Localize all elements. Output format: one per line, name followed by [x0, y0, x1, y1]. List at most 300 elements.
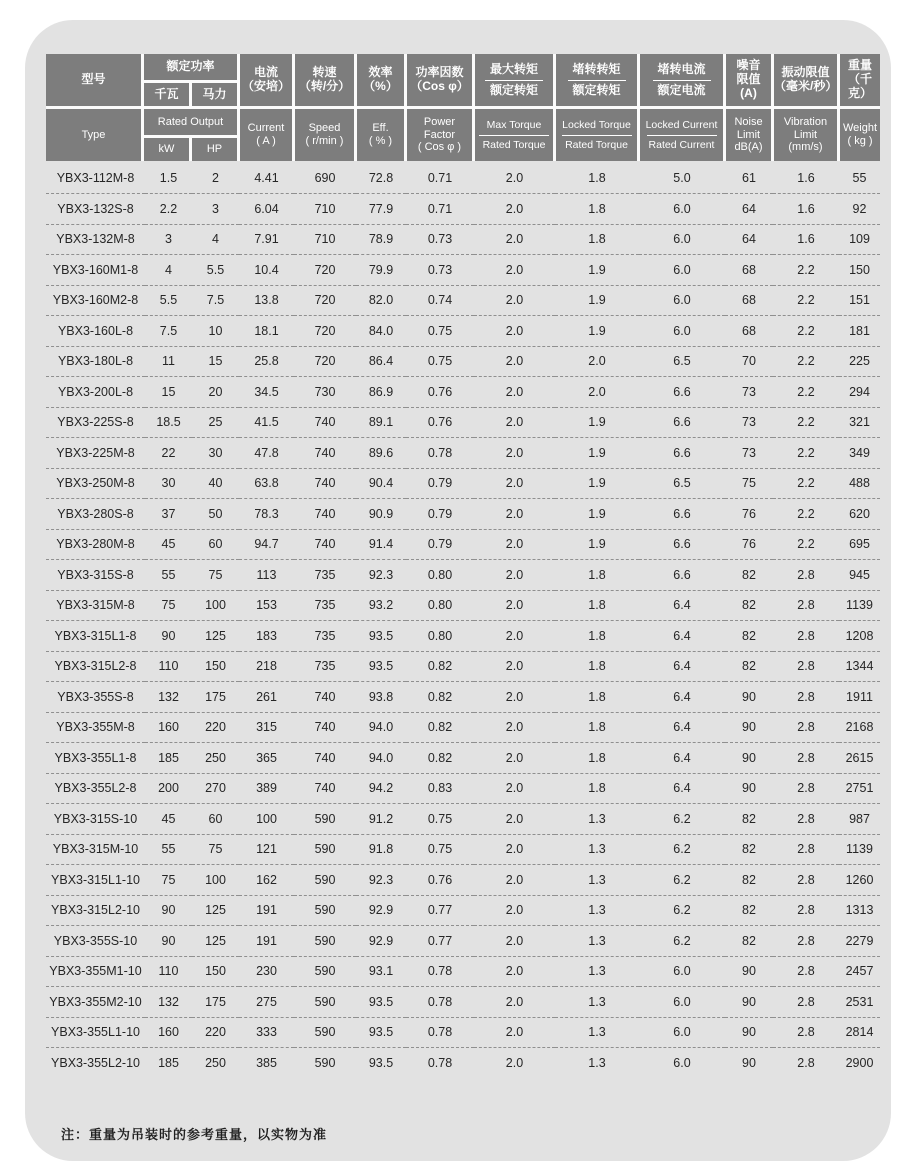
cell-model: YBX3-225S-8 — [46, 407, 145, 438]
cell-kw: 18.5 — [145, 407, 192, 438]
cell-locked_current_ratio: 6.6 — [639, 560, 725, 591]
cell-locked_torque_ratio: 1.8 — [555, 224, 639, 255]
cell-speed: 740 — [294, 773, 356, 804]
table-row — [46, 438, 880, 469]
cell-eff: 90.9 — [356, 499, 406, 530]
col-header-locked-torque-cn: 堵转转矩 额定转矩 — [556, 54, 637, 106]
cell-weight: 987 — [839, 804, 880, 835]
table-row — [46, 499, 880, 530]
cell-speed: 590 — [294, 834, 356, 865]
col-header-locked-torque-en: Locked Torque Rated Torque — [556, 109, 637, 161]
cell-weight: 2168 — [839, 712, 880, 743]
cell-hp: 175 — [192, 987, 239, 1018]
cell-hp: 125 — [192, 926, 239, 957]
cell-model: YBX3-132M-8 — [46, 224, 145, 255]
cell-hp: 10 — [192, 316, 239, 347]
cell-vibration_limit: 2.2 — [773, 377, 839, 408]
cell-max_torque_ratio: 2.0 — [474, 712, 555, 743]
table-row — [46, 956, 880, 987]
cell-eff: 72.8 — [356, 163, 406, 194]
cell-model: YBX3-280S-8 — [46, 499, 145, 530]
cell-eff: 93.1 — [356, 956, 406, 987]
cell-power_factor: 0.79 — [406, 499, 474, 530]
cell-vibration_limit: 2.2 — [773, 316, 839, 347]
table-row — [46, 1017, 880, 1048]
cell-speed: 740 — [294, 499, 356, 530]
cell-weight: 151 — [839, 285, 880, 316]
cell-hp: 250 — [192, 743, 239, 774]
cell-speed: 740 — [294, 407, 356, 438]
cell-speed: 710 — [294, 194, 356, 225]
cell-model: YBX3-355M2-10 — [46, 987, 145, 1018]
cell-weight: 2531 — [839, 987, 880, 1018]
cell-locked_torque_ratio: 1.3 — [555, 956, 639, 987]
cell-locked_current_ratio: 6.2 — [639, 865, 725, 896]
cell-kw: 55 — [145, 834, 192, 865]
cell-eff: 92.3 — [356, 560, 406, 591]
cell-current: 121 — [239, 834, 294, 865]
cell-speed: 740 — [294, 743, 356, 774]
cell-kw: 5.5 — [145, 285, 192, 316]
cell-locked_torque_ratio: 1.9 — [555, 255, 639, 286]
cell-vibration_limit: 1.6 — [773, 163, 839, 194]
cell-hp: 150 — [192, 651, 239, 682]
col-header-vibration-en: Vibration Limit (mm/s) — [774, 109, 837, 161]
cell-speed: 590 — [314, 1056, 336, 1070]
cell-power_factor: 0.75 — [406, 346, 474, 377]
cell-max_torque_ratio: 2.0 — [474, 682, 555, 713]
table-row — [46, 255, 880, 286]
cell-model: YBX3-315S-8 — [46, 560, 145, 591]
col-header-type-en: Type — [46, 109, 141, 161]
cell-weight: 1344 — [839, 651, 880, 682]
fraction-bar — [647, 135, 717, 136]
cell-model: YBX3-160L-8 — [46, 316, 145, 347]
cell-max_torque_ratio: 2.0 — [474, 499, 555, 530]
table-row — [46, 468, 880, 499]
cell-weight: 1911 — [839, 682, 880, 713]
table-row — [46, 560, 880, 591]
cell-speed: 740 — [294, 682, 356, 713]
col-header-locked-current-en: Locked Current Rated Current — [640, 109, 723, 161]
col-header-power-factor-cn: 功率因数 （Cos φ） — [407, 54, 472, 106]
cell-kw: 90 — [145, 926, 192, 957]
cell-noise_limit: 64 — [725, 194, 773, 225]
cell-model: YBX3-132S-8 — [46, 194, 145, 225]
table-row — [46, 987, 880, 1018]
table-row — [46, 804, 880, 835]
cell-model: YBX3-355M-8 — [46, 712, 145, 743]
cell-locked_torque_ratio: 1.8 — [555, 163, 639, 194]
cell-power_factor: 0.73 — [406, 224, 474, 255]
cell-current: 162 — [239, 865, 294, 896]
cell-noise_limit: 90 — [725, 956, 773, 987]
cell-noise_limit: 82 — [725, 804, 773, 835]
cell-locked_torque_ratio: 1.3 — [555, 987, 639, 1018]
table-row — [46, 712, 880, 743]
cell-weight: 225 — [839, 346, 880, 377]
cell-locked_torque_ratio: 1.8 — [555, 773, 639, 804]
cell-kw: 132 — [145, 682, 192, 713]
cell-max_torque_ratio: 2.0 — [474, 865, 555, 896]
cell-weight: 321 — [839, 407, 880, 438]
table-row — [46, 682, 880, 713]
footnote: 注：重量为吊装时的参考重量，以实物为准 — [61, 1127, 328, 1142]
cell-vibration_limit: 1.6 — [773, 224, 839, 255]
cell-locked_torque_ratio: 1.3 — [555, 804, 639, 835]
cell-hp: 270 — [192, 773, 239, 804]
cell-max_torque_ratio: 2.0 — [474, 743, 555, 774]
cell-vibration_limit: 2.2 — [773, 499, 839, 530]
cell-hp: 15 — [192, 346, 239, 377]
table-header — [46, 54, 880, 161]
cell-noise_limit: 73 — [725, 438, 773, 469]
cell-weight: 2900 — [845, 1056, 874, 1070]
cell-max_torque_ratio: 2.0 — [505, 1056, 524, 1070]
cell-locked_current_ratio: 6.0 — [639, 316, 725, 347]
cell-speed: 740 — [294, 468, 356, 499]
cell-vibration_limit: 2.2 — [773, 468, 839, 499]
col-header-max-torque-cn: 最大转矩 额定转矩 — [475, 54, 553, 106]
cell-speed: 590 — [294, 1017, 356, 1048]
cell-kw: 45 — [145, 804, 192, 835]
cell-weight: 2457 — [839, 956, 880, 987]
cell-weight: 695 — [839, 529, 880, 560]
cell-max_torque_ratio: 2.0 — [474, 834, 555, 865]
cell-hp: 125 — [192, 895, 239, 926]
cell-current: 183 — [239, 621, 294, 652]
col-header-locked-current-cn: 堵转电流 额定电流 — [640, 54, 723, 106]
cell-power_factor: 0.71 — [406, 163, 474, 194]
cell-hp: 100 — [192, 590, 239, 621]
cell-max_torque_ratio: 2.0 — [474, 529, 555, 560]
cell-weight: 55 — [839, 163, 880, 194]
cell-model: YBX3-112M-8 — [46, 163, 145, 194]
cell-model: YBX3-315L1-10 — [46, 865, 145, 896]
cell-locked_current_ratio: 6.6 — [639, 377, 725, 408]
cell-weight: 945 — [839, 560, 880, 591]
cell-eff: 91.4 — [356, 529, 406, 560]
cell-vibration_limit: 2.8 — [773, 621, 839, 652]
cell-current: 230 — [239, 956, 294, 987]
cell-locked_current_ratio: 6.0 — [639, 285, 725, 316]
cell-eff: 94.0 — [356, 743, 406, 774]
table-row — [46, 651, 880, 682]
cell-kw: 11 — [145, 346, 192, 377]
cell-noise_limit: 90 — [725, 712, 773, 743]
cell-power_factor: 0.80 — [406, 621, 474, 652]
cell-power_factor: 0.82 — [406, 651, 474, 682]
cell-hp: 150 — [192, 956, 239, 987]
cell-power_factor: 0.76 — [406, 407, 474, 438]
fraction-bar — [479, 135, 549, 136]
cell-locked_torque_ratio: 1.8 — [555, 621, 639, 652]
cell-eff: 93.8 — [356, 682, 406, 713]
cell-speed: 720 — [294, 255, 356, 286]
cell-noise_limit: 90 — [742, 1056, 756, 1070]
cell-noise_limit: 82 — [725, 926, 773, 957]
cell-speed: 590 — [294, 926, 356, 957]
cell-model: YBX3-355L1-8 — [46, 743, 145, 774]
cell-noise_limit: 76 — [725, 499, 773, 530]
cell-locked_torque_ratio: 1.3 — [555, 926, 639, 957]
cell-current: 6.04 — [239, 194, 294, 225]
cell-speed: 740 — [294, 438, 356, 469]
col-header-weight-en: Weight ( kg ) — [840, 109, 880, 161]
cell-locked_current_ratio: 6.2 — [639, 804, 725, 835]
col-header-type-cn: 型号 — [46, 54, 141, 106]
cell-current: 385 — [256, 1056, 277, 1070]
cell-eff: 93.5 — [356, 987, 406, 1018]
table-row — [46, 377, 880, 408]
cell-current: 113 — [239, 560, 294, 591]
col-header-weight-cn: 重量 （千克） — [840, 54, 880, 106]
cell-locked_torque_ratio: 1.8 — [555, 712, 639, 743]
cell-noise_limit: 90 — [725, 682, 773, 713]
cell-current: 41.5 — [239, 407, 294, 438]
cell-locked_current_ratio: 6.4 — [639, 743, 725, 774]
cell-model: YBX3-160M2-8 — [46, 285, 145, 316]
cell-current: 63.8 — [239, 468, 294, 499]
cell-power_factor: 0.73 — [406, 255, 474, 286]
fraction-bar — [568, 80, 626, 81]
cell-kw: 110 — [145, 651, 192, 682]
cell-noise_limit: 82 — [725, 865, 773, 896]
cell-eff: 91.8 — [356, 834, 406, 865]
cell-kw: 2.2 — [145, 194, 192, 225]
cell-eff: 94.0 — [356, 712, 406, 743]
col-header-noise-cn: 噪音 限值 (A) — [726, 54, 771, 106]
cell-hp: 125 — [192, 621, 239, 652]
cell-eff: 84.0 — [356, 316, 406, 347]
table-row — [46, 926, 880, 957]
cell-locked_torque_ratio: 1.8 — [555, 682, 639, 713]
cell-kw: 37 — [145, 499, 192, 530]
cell-hp: 175 — [192, 682, 239, 713]
col-header-power-factor-en: Power Factor ( Cos φ ) — [407, 109, 472, 161]
cell-vibration_limit: 2.8 — [773, 834, 839, 865]
cell-model: YBX3-225M-8 — [46, 438, 145, 469]
cell-max_torque_ratio: 2.0 — [474, 926, 555, 957]
table-row — [46, 163, 880, 194]
cell-speed: 690 — [294, 163, 356, 194]
cell-eff: 92.3 — [356, 865, 406, 896]
cell-locked_current_ratio: 6.4 — [639, 590, 725, 621]
cell-noise_limit: 68 — [725, 255, 773, 286]
cell-model: YBX3-280M-8 — [46, 529, 145, 560]
cell-hp: 7.5 — [192, 285, 239, 316]
cell-locked_current_ratio: 6.6 — [639, 438, 725, 469]
cell-noise_limit: 82 — [725, 651, 773, 682]
cell-speed: 720 — [294, 316, 356, 347]
col-header-current-cn: 电流 （安培） — [240, 54, 292, 106]
cell-noise_limit: 76 — [725, 529, 773, 560]
cell-vibration_limit: 2.8 — [773, 590, 839, 621]
cell-locked_current_ratio: 6.0 — [639, 255, 725, 286]
cell-vibration_limit: 2.8 — [773, 712, 839, 743]
cell-locked_torque_ratio: 1.9 — [555, 499, 639, 530]
table-row — [46, 834, 880, 865]
cell-locked_current_ratio: 6.2 — [639, 926, 725, 957]
cell-vibration_limit: 2.2 — [773, 285, 839, 316]
cell-power_factor: 0.78 — [427, 1056, 453, 1070]
cell-eff: 93.5 — [356, 621, 406, 652]
table-row — [46, 621, 880, 652]
cell-eff: 93.2 — [356, 590, 406, 621]
cell-noise_limit: 68 — [725, 285, 773, 316]
cell-locked_current_ratio: 6.0 — [639, 1017, 725, 1048]
cell-model: YBX3-200L-8 — [46, 377, 145, 408]
cell-weight: 1139 — [839, 834, 880, 865]
cell-eff: 89.1 — [356, 407, 406, 438]
cell-vibration_limit: 2.8 — [773, 682, 839, 713]
col-header-rated-output-en: Rated Output — [144, 109, 237, 135]
cell-max_torque_ratio: 2.0 — [474, 377, 555, 408]
cell-eff: 94.2 — [356, 773, 406, 804]
cell-locked_current_ratio: 6.6 — [639, 407, 725, 438]
cell-speed: 735 — [294, 621, 356, 652]
cell-noise_limit: 90 — [725, 1017, 773, 1048]
cell-current: 333 — [239, 1017, 294, 1048]
cell-speed: 730 — [294, 377, 356, 408]
cell-hp: 60 — [192, 529, 239, 560]
cell-kw: 7.5 — [145, 316, 192, 347]
cell-current: 389 — [239, 773, 294, 804]
col-header-hp-cn: 马力 — [192, 83, 237, 106]
col-header-eff-en: Eff. ( % ) — [357, 109, 404, 161]
cell-locked_torque_ratio: 1.3 — [555, 1017, 639, 1048]
cell-current: 7.91 — [239, 224, 294, 255]
cell-locked_current_ratio: 6.0 — [639, 956, 725, 987]
cell-weight: 2751 — [839, 773, 880, 804]
cell-eff: 93.5 — [368, 1056, 394, 1070]
cell-power_factor: 0.80 — [406, 590, 474, 621]
cell-locked_current_ratio: 6.5 — [639, 468, 725, 499]
col-header-kw-en: kW — [144, 138, 189, 161]
cell-hp: 30 — [192, 438, 239, 469]
cell-vibration_limit: 2.2 — [773, 255, 839, 286]
cell-eff: 92.9 — [356, 895, 406, 926]
table-row — [46, 773, 880, 804]
cell-max_torque_ratio: 2.0 — [474, 255, 555, 286]
cell-hp: 3 — [192, 194, 239, 225]
col-header-speed-cn: 转速 （转/分） — [295, 54, 354, 106]
cell-hp: 5.5 — [192, 255, 239, 286]
cell-locked_torque_ratio: 1.9 — [555, 438, 639, 469]
cell-noise_limit: 82 — [725, 590, 773, 621]
cell-eff: 82.0 — [356, 285, 406, 316]
cell-current: 365 — [239, 743, 294, 774]
table-row — [46, 224, 880, 255]
cell-weight: 488 — [839, 468, 880, 499]
cell-model: YBX3-180L-8 — [46, 346, 145, 377]
cell-current: 10.4 — [239, 255, 294, 286]
cell-locked_torque_ratio: 1.9 — [555, 285, 639, 316]
cell-power_factor: 0.79 — [406, 468, 474, 499]
cell-kw: 90 — [145, 895, 192, 926]
cell-hp: 40 — [192, 468, 239, 499]
cell-current: 18.1 — [239, 316, 294, 347]
cell-power_factor: 0.75 — [406, 804, 474, 835]
cell-kw: 4 — [145, 255, 192, 286]
cell-locked_torque_ratio: 1.3 — [555, 865, 639, 896]
cell-current: 13.8 — [239, 285, 294, 316]
cell-weight: 181 — [839, 316, 880, 347]
cell-hp: 60 — [192, 804, 239, 835]
cell-eff: 77.9 — [356, 194, 406, 225]
cell-eff: 89.6 — [356, 438, 406, 469]
cell-speed: 720 — [294, 346, 356, 377]
cell-current: 191 — [239, 895, 294, 926]
cell-model: YBX3-355M1-10 — [46, 956, 145, 987]
cell-max_torque_ratio: 2.0 — [474, 590, 555, 621]
cell-vibration_limit: 2.8 — [773, 926, 839, 957]
fraction-bar — [485, 80, 543, 81]
cell-model: YBX3-315L2-10 — [46, 895, 145, 926]
cell-kw: 30 — [145, 468, 192, 499]
cell-model: YBX3-355S-8 — [46, 682, 145, 713]
cell-speed: 590 — [294, 987, 356, 1018]
cell-weight: 620 — [839, 499, 880, 530]
table-row — [46, 590, 880, 621]
cell-hp: 220 — [192, 1017, 239, 1048]
cell-vibration_limit: 2.8 — [773, 956, 839, 987]
cell-locked_current_ratio: 6.0 — [639, 194, 725, 225]
cell-noise_limit: 70 — [725, 346, 773, 377]
cell-vibration_limit: 2.8 — [773, 895, 839, 926]
cell-power_factor: 0.78 — [406, 438, 474, 469]
cell-locked_current_ratio: 6.6 — [639, 529, 725, 560]
cell-power_factor: 0.78 — [406, 987, 474, 1018]
cell-locked_torque_ratio: 1.8 — [555, 743, 639, 774]
cell-max_torque_ratio: 2.0 — [474, 163, 555, 194]
cell-max_torque_ratio: 2.0 — [474, 438, 555, 469]
cell-kw: 110 — [145, 956, 192, 987]
cell-model: YBX3-250M-8 — [46, 468, 145, 499]
col-header-kw-cn: 千瓦 — [144, 83, 189, 106]
cell-weight: 150 — [839, 255, 880, 286]
cell-locked_torque_ratio: 1.9 — [555, 316, 639, 347]
col-header-noise-en: Noise Limit dB(A) — [726, 109, 771, 161]
cell-noise_limit: 82 — [725, 621, 773, 652]
cell-hp: 50 — [192, 499, 239, 530]
cell-weight: 92 — [839, 194, 880, 225]
cell-current: 261 — [239, 682, 294, 713]
cell-power_factor: 0.77 — [406, 926, 474, 957]
cell-kw: 160 — [145, 1017, 192, 1048]
cell-locked_current_ratio: 6.4 — [639, 773, 725, 804]
cell-eff: 92.9 — [356, 926, 406, 957]
cell-locked_current_ratio: 6.6 — [639, 499, 725, 530]
cell-hp: 4 — [192, 224, 239, 255]
cell-locked_torque_ratio: 1.8 — [555, 194, 639, 225]
cell-max_torque_ratio: 2.0 — [474, 621, 555, 652]
cell-noise_limit: 64 — [725, 224, 773, 255]
cell-model: YBX3-315S-10 — [46, 804, 145, 835]
cell-locked_torque_ratio: 1.3 — [588, 1056, 606, 1070]
cell-max_torque_ratio: 2.0 — [474, 407, 555, 438]
cell-vibration_limit: 2.8 — [797, 1056, 815, 1070]
cell-locked_torque_ratio: 1.3 — [555, 895, 639, 926]
cell-max_torque_ratio: 2.0 — [474, 560, 555, 591]
cell-model: YBX3-355L2-10 — [51, 1056, 140, 1070]
spec-sheet-card — [25, 20, 891, 1161]
cell-speed: 590 — [294, 895, 356, 926]
cell-locked_current_ratio: 6.0 — [673, 1056, 691, 1070]
cell-weight: 1260 — [839, 865, 880, 896]
cell-power_factor: 0.82 — [406, 743, 474, 774]
cell-vibration_limit: 2.8 — [773, 865, 839, 896]
